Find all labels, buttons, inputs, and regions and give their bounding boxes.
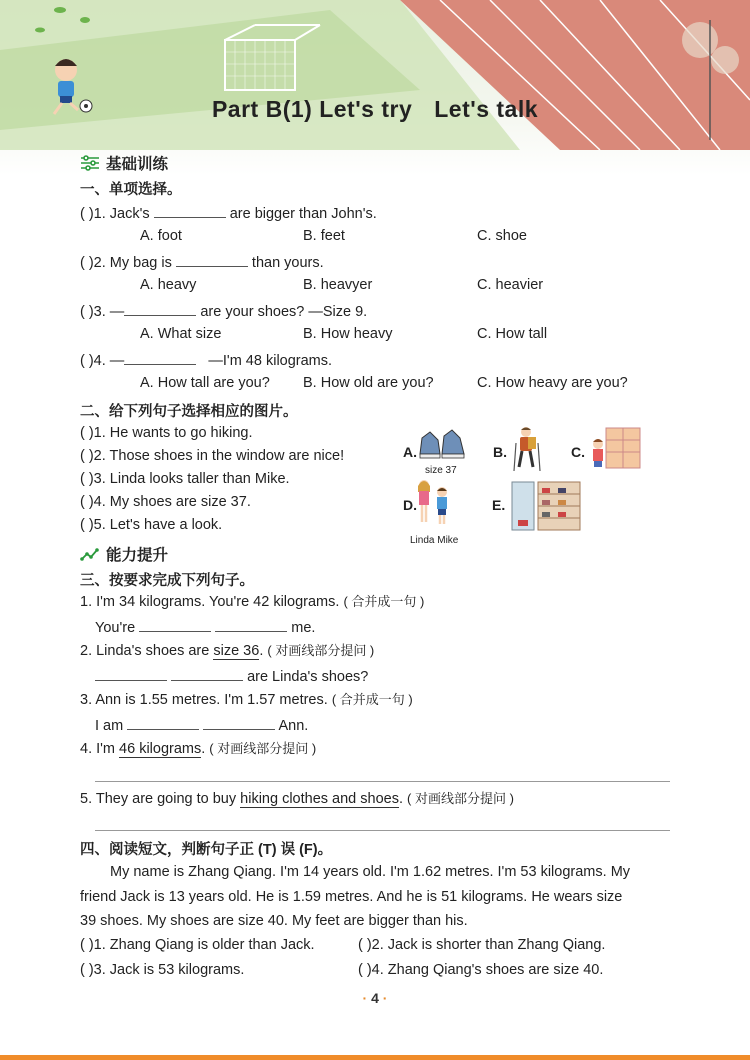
linda-and-mike-icon (412, 478, 454, 530)
q1-item-2: ( )2. My bag is than yours. (80, 252, 324, 272)
bottom-bar (0, 1055, 750, 1060)
picture-label-d: D. (403, 497, 417, 513)
q1-item-1-option-a: A. foot (140, 228, 182, 244)
answer-blank[interactable] (176, 252, 248, 267)
q4-item-3: ( )3. Jack is 53 kilograms. (80, 962, 245, 978)
q1-item-4-option-a: A. How tall are you? (140, 375, 270, 391)
q2-item-5: ( )5. Let's have a look. (80, 517, 223, 533)
passage-line-1: My name is Zhang Qiang. I'm 14 years old. I'm 1.62 metres. I'm 53 kilograms. My (110, 864, 631, 880)
q4-item-4: ( )4. Zhang Qiang's shoes are size 40. (358, 962, 604, 978)
shoe-shelf-icon (510, 480, 582, 532)
section-basic-training (80, 152, 168, 174)
q3-item-2-answer: are Linda's shoes? (95, 666, 368, 686)
girl-window-shopping-icon (586, 424, 642, 474)
q3-item-3-answer: I am Ann. (95, 715, 308, 735)
answer-line[interactable] (95, 830, 670, 831)
q1-item-4-option-b: B. How old are you? (303, 375, 434, 391)
picture-label-c: C. (571, 444, 585, 460)
q1-item-1-option-c: C. shoe (477, 228, 527, 244)
q3-heading: 三、按要求完成下列句子。 (80, 573, 254, 589)
q3-item-1: 1. I'm 34 kilograms. You're 42 kilograms. ( 合并成一句 ) (80, 594, 425, 610)
q1-item-3-option-b: B. How heavy (303, 326, 393, 342)
answer-blank[interactable] (127, 715, 199, 730)
q1-item-4: ( )4. — —I'm 48 kilograms. (80, 350, 332, 370)
section-label: 能力提升 (106, 547, 169, 564)
passage-line-2: friend Jack is 13 years old. He is 1.59 metres. And he is 51 kilograms. He wears size (80, 889, 623, 905)
picture-label-b: B. (493, 444, 507, 460)
q1-item-3-option-c: C. How tall (477, 326, 548, 342)
answer-blank[interactable] (171, 666, 243, 681)
picture-a-caption: size 37 (425, 465, 457, 476)
q1-item-2-option-c: C. heavier (477, 277, 544, 293)
answer-blank[interactable] (139, 617, 211, 632)
answer-line[interactable] (95, 781, 670, 782)
page-title: Part B(1) Let's try Let's talk (211, 96, 539, 122)
hiker-icon (510, 425, 544, 473)
q1-item-1: ( )1. Jack's are bigger than John's. (80, 203, 377, 223)
q1-item-2-option-b: B. heavyer (303, 277, 373, 293)
page-number: · 4 · (362, 990, 388, 1006)
q3-item-4: 4. I'm 46 kilograms. ( 对画线部分提问 ) (80, 741, 317, 757)
growth-chart-icon (80, 546, 100, 562)
q4-item-2: ( )2. Jack is shorter than Zhang Qiang. (358, 937, 606, 953)
picture-label-e: E. (492, 497, 506, 513)
sneakers-icon (418, 428, 468, 464)
q2-item-1: ( )1. He wants to go hiking. (80, 425, 253, 441)
picture-label-a: A. (403, 444, 417, 460)
picture-d-caption: Linda Mike (410, 535, 459, 546)
q1-item-3: ( )3. — are your shoes? —Size 9. (80, 301, 367, 321)
q2-item-4: ( )4. My shoes are size 37. (80, 494, 251, 510)
q3-item-2: 2. Linda's shoes are size 36. ( 对画线部分提问 ) (80, 643, 375, 659)
q3-item-5: 5. They are going to buy hiking clothes and shoes. ( 对画线部分提问 ) (80, 791, 514, 807)
section-label: 基础训练 (106, 156, 169, 173)
q3-item-1-answer: You're me. (95, 617, 315, 637)
q1-item-2-option-a: A. heavy (140, 277, 197, 293)
header-illustration (0, 0, 750, 175)
q4-heading: 四、阅读短文，判断句子正 (T) 误 (F)。 (80, 842, 333, 858)
answer-blank[interactable] (124, 301, 196, 316)
q1-item-4-option-c: C. How heavy are you? (477, 375, 628, 391)
q1-item-1-option-b: B. feet (303, 228, 345, 244)
answer-blank[interactable] (215, 617, 287, 632)
q2-item-3: ( )3. Linda looks taller than Mike. (80, 471, 290, 487)
q4-item-1: ( )1. Zhang Qiang is older than Jack. (80, 937, 315, 953)
q2-heading: 二、给下列句子选择相应的图片。 (80, 404, 298, 420)
answer-blank[interactable] (154, 203, 226, 218)
q1-heading: 一、单项选择。 (80, 182, 182, 198)
passage-line-3: 39 shoes. My shoes are size 40. My feet are bigger than his. (80, 913, 468, 929)
answer-blank[interactable] (124, 350, 196, 365)
q3-item-3: 3. Ann is 1.55 metres. I'm 1.57 metres. ( 合并成一句 ) (80, 692, 413, 708)
q2-item-2: ( )2. Those shoes in the window are nice! (80, 448, 345, 464)
section-ability-improvement (80, 543, 168, 565)
sports-field-illustration (0, 0, 750, 175)
sliders-icon (80, 155, 100, 171)
answer-blank[interactable] (203, 715, 275, 730)
answer-blank[interactable] (95, 666, 167, 681)
q1-item-3-option-a: A. What size (140, 326, 222, 342)
